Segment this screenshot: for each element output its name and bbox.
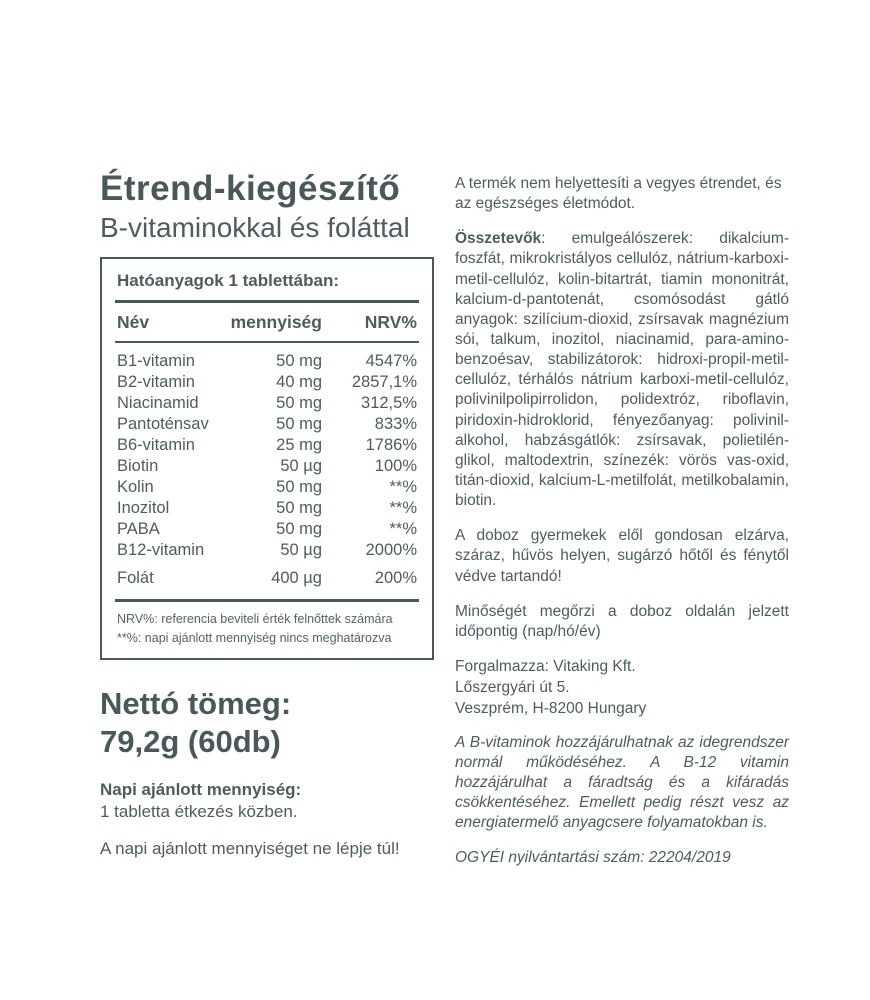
footnote-asterisk: **%: napi ajánlott mennyiség nincs meghatározva	[117, 631, 392, 646]
table-row	[115, 540, 419, 561]
footnotes	[115, 602, 419, 649]
storage-paragraph: A doboz gyermekek elől gondosan elzárva, száraz, hűvös helyen, sugárzó hőtől és fénytől védve tartandó!	[455, 527, 789, 585]
row-amount: 50 mg	[276, 393, 322, 412]
row-nrv: 4547%	[365, 351, 417, 370]
row-name: B12-vitamin	[117, 540, 205, 559]
row-amount: 400 µg	[271, 568, 322, 587]
table-body	[115, 343, 419, 599]
row-nrv: 833%	[374, 414, 417, 433]
row-name: B1-vitamin	[117, 351, 195, 370]
net-weight-value: 79,2g (60db)	[100, 724, 281, 760]
row-nrv: 312,5%	[361, 393, 417, 412]
product-title: Étrend-kiegészítő	[100, 169, 401, 208]
warning-text: A napi ajánlott mennyiséget ne lépje túl!	[100, 838, 400, 858]
row-nrv: 2857,1%	[351, 372, 417, 391]
row-name: Inozitol	[117, 498, 170, 517]
row-name: B2-vitamin	[117, 372, 195, 391]
row-nrv: **%	[389, 519, 417, 538]
ingredients-paragraph	[455, 229, 789, 511]
label-right-column	[455, 174, 789, 884]
row-name: Pantoténsav	[117, 414, 209, 433]
ingredients-text: : emulgeálószerek: dikalcium-foszfát, mikrokristályos cellulóz, nátrium-karboxi-metil-cellulóz, kolin-bitartrát, tiamin mononitrát, kalcium-d-pantotenát, csomósodást gátló anyagok: szilícium-dioxid, zsírsavak magnézium sói, talkum, inozitol, niacinamid, para-amino-benzoésav, stabilizátorok: hidroxi-propil-metil-cellulóz, térhálós nátrium karboxi-metil-cellulóz, polivinilpolipirrolidon, polidextróz, riboflavin, piridoxin-hidroklorid, fényezőanyag: polivinil-alkohol, habzásgátlók: zsírsavak, polietilén-glikol, maltodextrin, színezék: vörös vas-oxid, titán-dioxid, kalcium-L-metilfolát, metilkobalamin, biotin.	[455, 230, 789, 510]
row-name: B6-vitamin	[117, 435, 195, 454]
row-nrv: **%	[389, 498, 417, 517]
table-row	[115, 519, 419, 540]
row-name: Niacinamid	[117, 393, 199, 412]
table-row	[115, 351, 419, 372]
table-row	[115, 435, 419, 456]
row-name: Folát	[117, 568, 154, 587]
disclaimer-paragraph: A termék nem helyettesíti a vegyes étrendet, és az egészséges életmódot.	[455, 175, 782, 213]
row-amount: 50 mg	[276, 351, 322, 370]
table-row	[115, 414, 419, 435]
col-header-nrv: NRV%	[364, 311, 417, 332]
net-weight-heading: Nettó tömeg:	[100, 686, 292, 722]
row-amount: 50 µg	[280, 456, 322, 475]
table-row	[115, 477, 419, 498]
facts-heading: Hatóanyagok 1 tablettában:	[117, 270, 339, 290]
row-name: PABA	[117, 519, 160, 538]
best-before-paragraph: Minőségét megőrzi a doboz oldalán jelzett időpontig (nap/hó/év)	[455, 602, 789, 640]
row-name: Biotin	[117, 456, 159, 475]
table-row	[115, 498, 419, 519]
row-amount: 50 mg	[276, 519, 322, 538]
distributor-line: Forgalmazza: Vitaking Kft.	[455, 657, 636, 675]
row-amount: 50 µg	[280, 540, 322, 559]
table-row	[115, 393, 419, 414]
label-left-column	[100, 170, 434, 859]
distributor-line: Lőszergyári út 5.	[455, 678, 570, 696]
table-header-row	[115, 303, 419, 341]
row-nrv: 200%	[374, 568, 417, 587]
table-row	[115, 372, 419, 393]
row-nrv: **%	[389, 477, 417, 496]
col-header-amount: mennyiség	[230, 311, 322, 332]
daily-dose-text: 1 tabletta étkezés közben.	[100, 801, 298, 821]
row-name: Kolin	[117, 477, 154, 496]
row-nrv: 2000%	[365, 540, 417, 559]
supplement-facts-box	[100, 257, 434, 661]
table-row	[115, 456, 419, 477]
claims-paragraph: A B-vitaminok hozzájárulhatnak az idegrendszer normál működéséhez. A B-12 vitamin hozzájárulhat a fáradtság és a kifáradás csökkentéséhez. Emellett pedig részt vesz az energiatermelő anyagcsere folyamatokban is.	[455, 733, 789, 832]
ingredients-lead: Összetevők	[455, 230, 542, 248]
distributor-block	[455, 657, 789, 720]
product-subtitle: B-vitaminokkal és foláttal	[100, 211, 410, 243]
footnote-nrv: NRV%: referencia beviteli érték felnőttek számára	[117, 611, 393, 626]
row-amount: 50 mg	[276, 414, 322, 433]
row-amount: 25 mg	[276, 435, 322, 454]
table-row	[115, 568, 419, 589]
row-amount: 50 mg	[276, 498, 322, 517]
row-amount: 50 mg	[276, 477, 322, 496]
distributor-line: Veszprém, H-8200 Hungary	[455, 699, 647, 717]
row-nrv: 100%	[374, 456, 417, 475]
row-amount: 40 mg	[276, 372, 322, 391]
col-header-name: Név	[117, 311, 150, 332]
row-nrv: 1786%	[365, 435, 417, 454]
registration-line: OGYÉI nyilvántartási szám: 22204/2019	[455, 849, 731, 867]
daily-dose-heading: Napi ajánlott mennyiség:	[100, 779, 302, 799]
